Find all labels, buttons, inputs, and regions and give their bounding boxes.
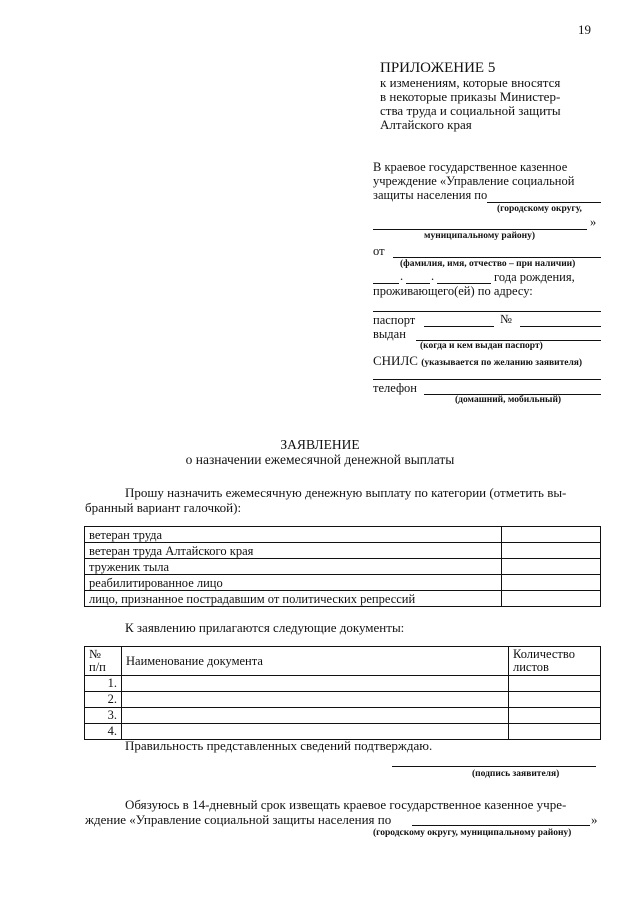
- sheet-count-cell[interactable]: [509, 692, 601, 708]
- issued-hint: (когда и кем выдан паспорт): [420, 341, 543, 351]
- passport-series-field[interactable]: [424, 326, 494, 327]
- category-checkbox[interactable]: [502, 527, 601, 543]
- sheet-count-cell[interactable]: [509, 724, 601, 740]
- issued-label: выдан: [373, 327, 406, 341]
- appendix-line: ства труда и социальной защиты: [380, 103, 561, 118]
- birth-sep: .: [400, 269, 404, 283]
- header-number-line: №: [89, 647, 101, 661]
- row-number: 3.: [85, 708, 122, 724]
- signature-field-line[interactable]: [392, 766, 596, 767]
- table-row: [85, 559, 601, 575]
- documents-table: [84, 646, 601, 740]
- page-number: 19: [578, 22, 591, 37]
- statement-title: ЗАЯВЛЕНИЕ: [280, 437, 360, 452]
- passport-number-field[interactable]: [520, 326, 601, 327]
- header-number-line: п/п: [89, 660, 106, 674]
- obligation-line-1: Обязуюсь в 14-дневный срок извещать краевое государственное казенное учре-: [125, 797, 567, 812]
- table-header-row: [85, 647, 601, 676]
- birth-label: года рождения,: [494, 270, 575, 284]
- passport-label: паспорт: [373, 313, 416, 327]
- obligation-district-line[interactable]: [412, 825, 590, 826]
- number-label: №: [500, 312, 512, 326]
- table-row: [85, 543, 601, 559]
- phone-label: телефон: [373, 381, 417, 395]
- phone-hint: (домашний, мобильный): [455, 395, 562, 405]
- table-row: [85, 708, 601, 724]
- request-line-1: Прошу назначить ежемесячную денежную выплату по категории (отметить вы-: [125, 485, 567, 500]
- row-number: 2.: [85, 692, 122, 708]
- categories-table: [84, 526, 601, 607]
- category-checkbox[interactable]: [502, 559, 601, 575]
- snils-hint: (указывается по желанию заявителя): [421, 358, 583, 368]
- appendix-title: ПРИЛОЖЕНИЕ 5: [380, 60, 496, 76]
- statement-subtitle: о назначении ежемесячной денежной выплаты: [185, 452, 455, 467]
- document-name-cell[interactable]: [122, 676, 509, 692]
- row-number: 1.: [85, 676, 122, 692]
- quote-close: »: [590, 215, 597, 229]
- district-field-line-2[interactable]: [373, 229, 587, 230]
- category-checkbox[interactable]: [502, 591, 601, 607]
- sheet-count-cell[interactable]: [509, 708, 601, 724]
- table-row: [85, 692, 601, 708]
- addressee-line-3: защиты населения по: [373, 188, 488, 202]
- addressee-line-2: учреждение «Управление социальной: [373, 174, 575, 188]
- appendix-line: Алтайского края: [380, 117, 472, 132]
- from-label: от: [373, 244, 385, 258]
- addressee-line-1: В краевое государственное казенное: [373, 160, 568, 174]
- snils-field-line[interactable]: [373, 379, 601, 380]
- table-row: [85, 575, 601, 591]
- category-checkbox[interactable]: [502, 575, 601, 591]
- table-row: [85, 676, 601, 692]
- address-field-line[interactable]: [373, 311, 601, 312]
- confirmation-text: Правильность представленных сведений подтверждаю.: [125, 738, 433, 753]
- category-label: труженик тыла: [85, 559, 502, 575]
- obligation-line-2: ждение «Управление социальной защиты населения по: [85, 812, 392, 827]
- appendix-line: к изменениям, которые вносятся: [380, 75, 561, 90]
- header-sheet-count: [509, 647, 601, 676]
- header-count-line: Количество: [513, 647, 575, 661]
- municipal-hint: муниципальному району): [424, 231, 536, 241]
- name-field-line[interactable]: [393, 257, 601, 258]
- signature-hint: (подпись заявителя): [472, 769, 560, 779]
- obligation-quote-close: »: [591, 812, 598, 827]
- appendix-line: в некоторые приказы Министер-: [380, 89, 561, 104]
- header-count-line: листов: [513, 660, 549, 674]
- appendix-lines: [380, 76, 561, 132]
- name-hint: (фамилия, имя, отчество – при наличии): [400, 259, 576, 269]
- category-label: ветеран труда: [85, 527, 502, 543]
- header-number: [85, 647, 122, 676]
- district-field-line[interactable]: [487, 202, 601, 203]
- document-name-cell[interactable]: [122, 692, 509, 708]
- row-number: 4.: [85, 724, 122, 740]
- sheet-count-cell[interactable]: [509, 676, 601, 692]
- birth-sep: .: [431, 269, 435, 283]
- header-document-name: Наименование документа: [122, 647, 509, 676]
- table-row: [85, 591, 601, 607]
- request-line-2: бранный вариант галочкой):: [85, 500, 242, 515]
- category-label: лицо, признанное пострадавшим от политических репрессий: [85, 591, 502, 607]
- category-label: реабилитированное лицо: [85, 575, 502, 591]
- address-label: проживающего(ей) по адресу:: [373, 284, 533, 298]
- snils-row: [373, 353, 582, 369]
- snils-label: СНИЛС: [373, 353, 418, 368]
- category-checkbox[interactable]: [502, 543, 601, 559]
- documents-intro: К заявлению прилагаются следующие документы:: [125, 620, 405, 635]
- table-row: [85, 527, 601, 543]
- district-hint: (городскому округу,: [497, 204, 582, 214]
- obligation-hint: (городскому округу, муниципальному району): [373, 828, 572, 838]
- category-label: ветеран труда Алтайского края: [85, 543, 502, 559]
- document-name-cell[interactable]: [122, 708, 509, 724]
